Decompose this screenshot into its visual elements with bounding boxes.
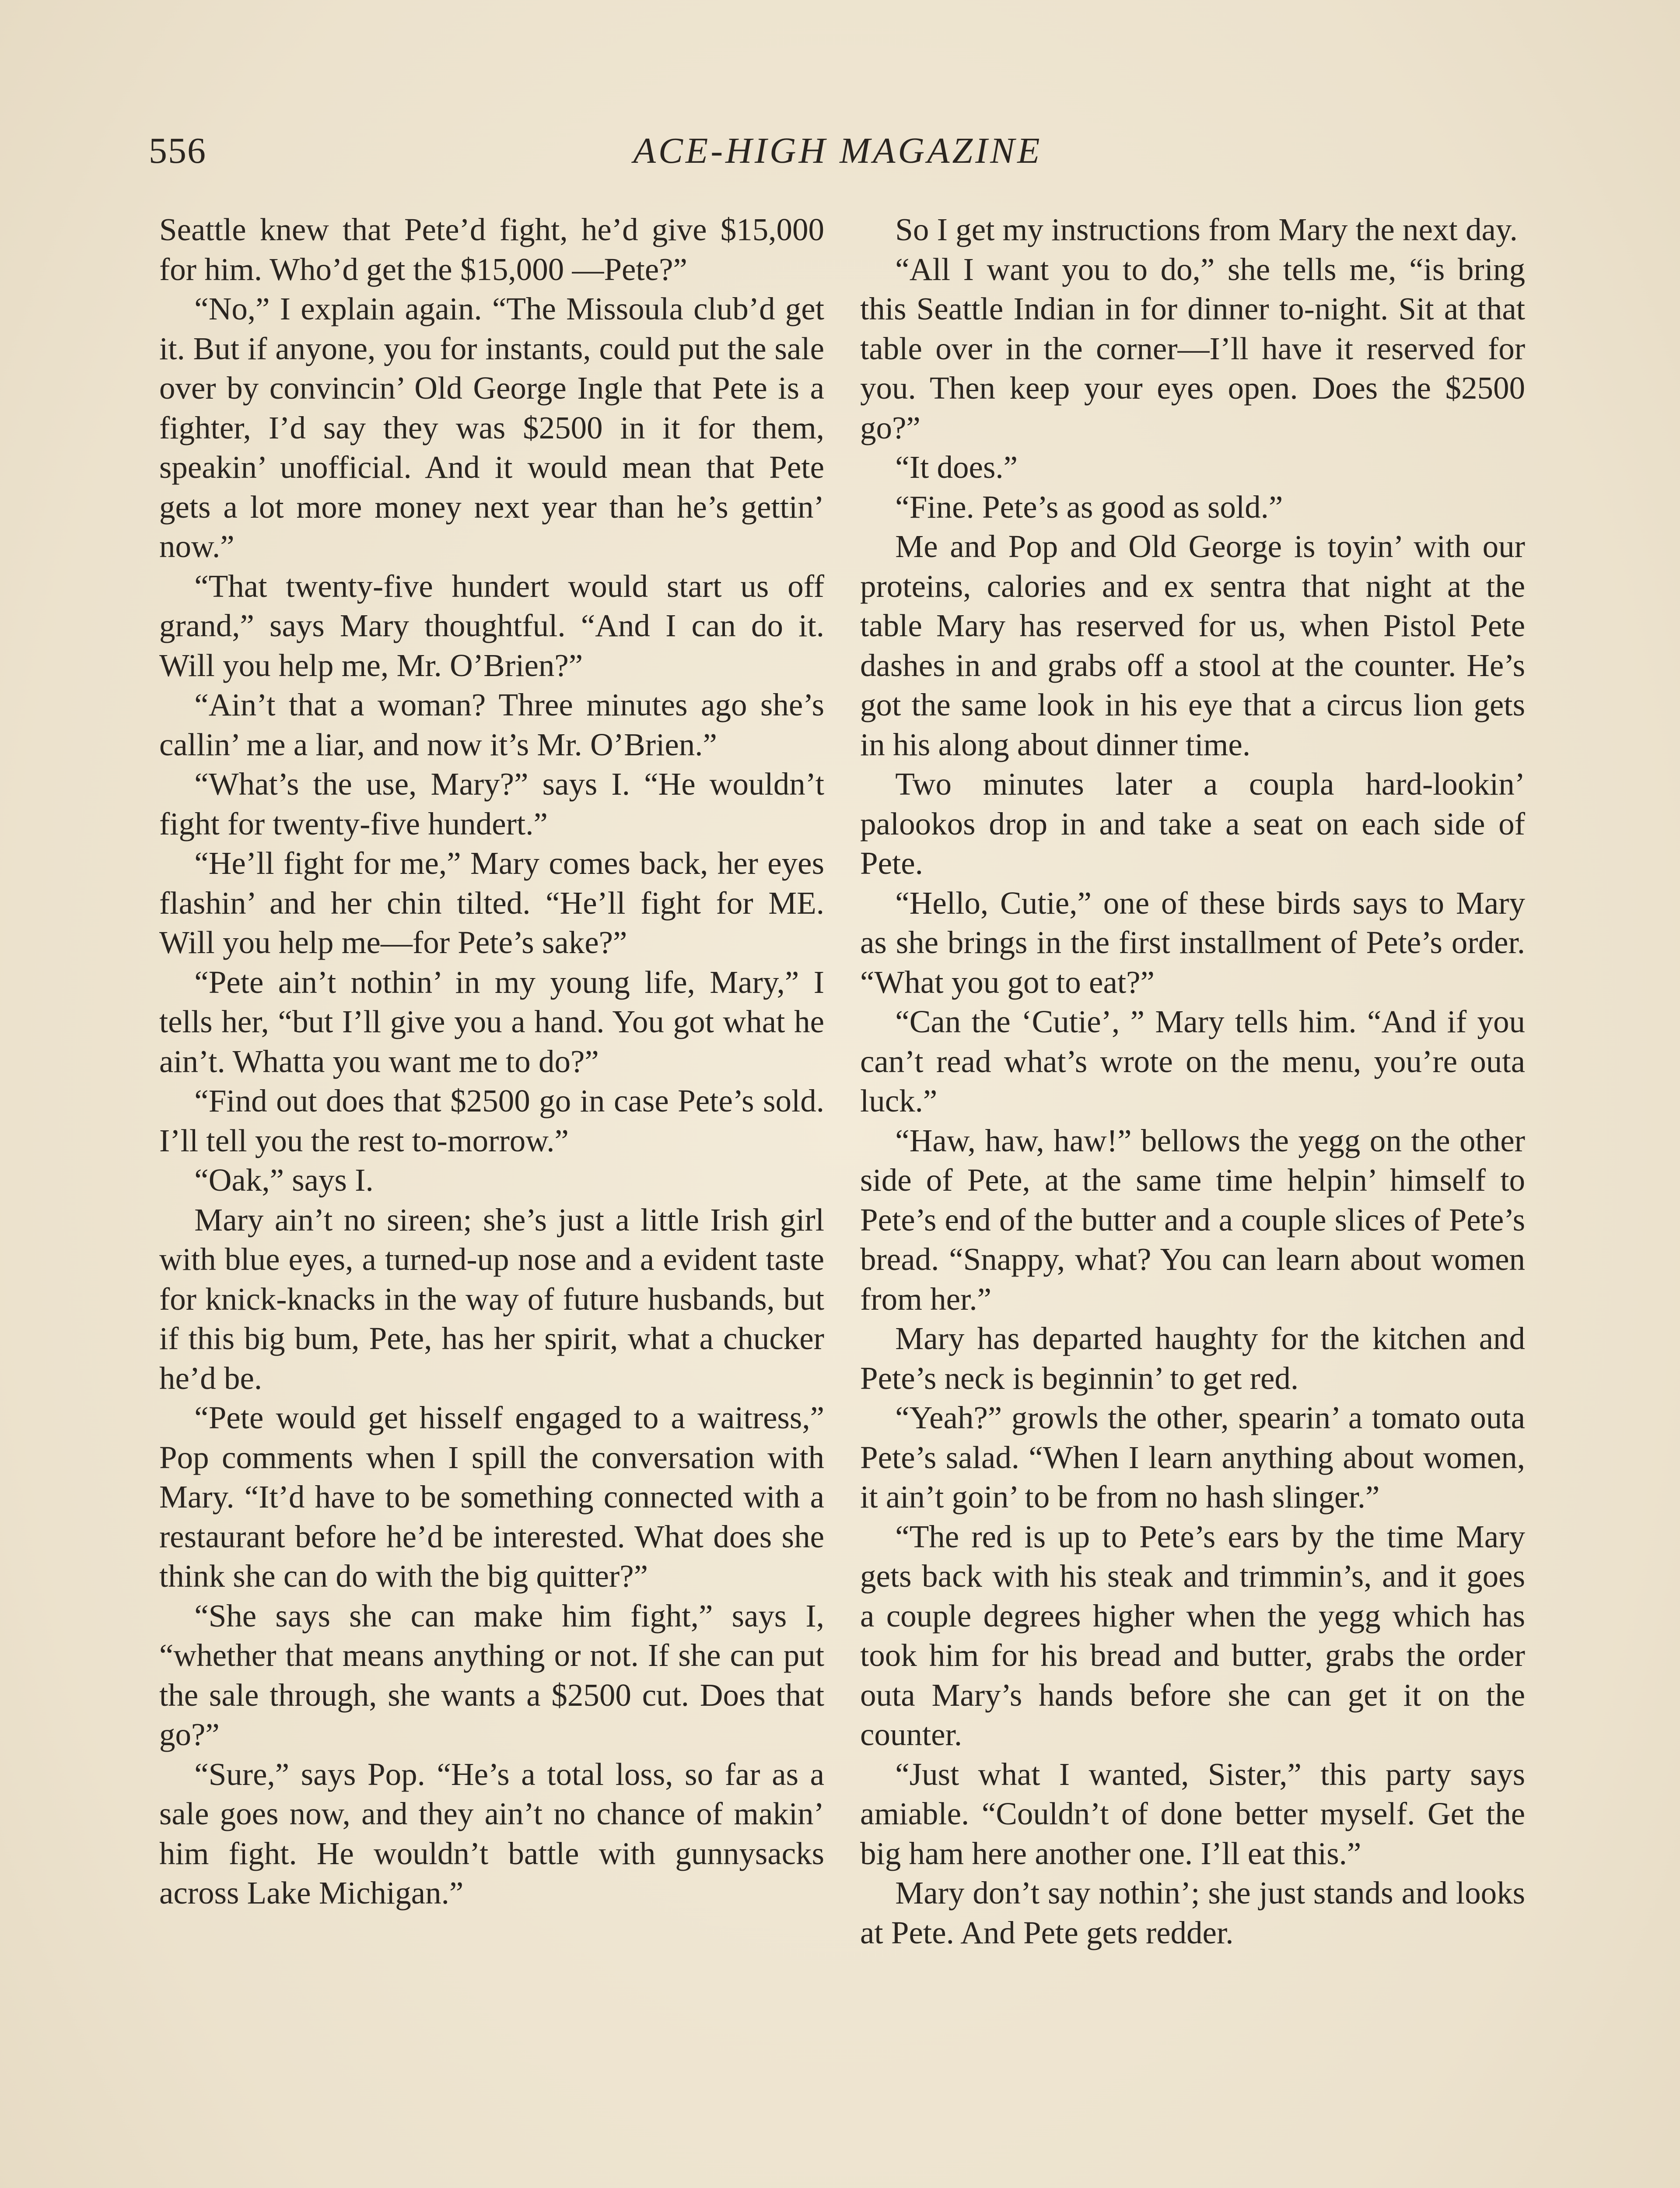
paragraph: “Haw, haw, haw!” bellows the yegg on the other side of Pete, at the same time helpin’ himself to Pete’s end of the butter and a couple slices of Pete’s bread. “Snappy, what? You can learn about women from her.” [860,1122,1525,1317]
paragraph: “What’s the use, Mary?” says I. “He wouldn’t fight for twenty-five hundert.” [159,766,824,842]
paragraph: Two minutes later a coupla hard-lookin’ palookos drop in and take a seat on each side of Pete. [860,766,1525,881]
paragraph: Mary ain’t no sireen; she’s just a little Irish girl with blue eyes, a turned-up nose and a evident taste for knick-knacks in the way of future husbands, but if this big bum, Pete, has her spirit, what a chucker he’d be. [159,1202,824,1396]
paragraph: “Pete would get hisself engaged to a waitress,” Pop comments when I spill the conversation with Mary. “It’d have to be something connected with a restaurant before he’d be interested. What does she think she can do with the big quitter?” [159,1400,824,1594]
paragraph: “Pete ain’t nothin’ in my young life, Mary,” I tells her, “but I’ll give you a hand. You got what he ain’t. Whatta you want me to do?” [159,964,824,1079]
paragraph: “The red is up to Pete’s ears by the time Mary gets back with his steak and trimmin’s, and it goes a couple degrees higher when the yegg which has took him for his bread and butter, grabs the order outa Mary’s hands before she can get it on the counter. [860,1518,1525,1752]
paragraph: Mary has departed haughty for the kitchen and Pete’s neck is beginnin’ to get red. [860,1321,1525,1396]
paragraph: “That twenty-five hundert would start us off grand,” says Mary thoughtful. “And I can do it. Will you help me, Mr. O’Brien?” [159,568,824,683]
paragraph: So I get my instructions from Mary the next day. [895,212,1518,247]
paragraph: “She says she can make him fight,” says I, “whether that means anything or not. If she can put the sale through, she wants a $2500 cut. Does that go?” [159,1598,824,1752]
paragraph: “Fine. Pete’s as good as sold.” [895,489,1283,525]
page-header [149,127,1527,175]
paragraph: “Just what I wanted, Sister,” this party says amiable. “Couldn’t of done better myself. Get the big ham here another one. I’ll eat this.” [860,1756,1525,1871]
paragraph: “Oak,” says I. [194,1162,374,1198]
paragraph: “Sure,” says Pop. “He’s a total loss, so far as a sale goes now, and they ain’t no chance of makin’ him fight. He wouldn’t battle with gunnysacks across Lake Michigan.” [159,1756,824,1911]
left-column [159,210,824,1913]
running-head: ACE-HIGH MAGAZINE [633,130,1043,171]
paragraph: “Yeah?” growls the other, spearin’ a tomato outa Pete’s salad. “When I learn anything about women, it ain’t goin’ to be from no hash slinger.” [860,1400,1525,1515]
paragraph: “Hello, Cutie,” one of these birds says to Mary as she brings in the first installment of Pete’s order. “What you got to eat?” [860,885,1525,1000]
paragraph: Seattle knew that Pete’d fight, he’d give $15,000 for him. Who’d get the $15,000 —Pete?” [159,212,824,287]
paragraph: “He’ll fight for me,” Mary comes back, her eyes flashin’ and her chin tilted. “He’ll fight for ME. Will you help me—for Pete’s sake?” [159,845,824,960]
paragraph: “Can the ‘Cutie’, ” Mary tells him. “And if you can’t read what’s wrote on the menu, you’re outa luck.” [860,1004,1525,1119]
paragraph: “It does.” [895,449,1018,485]
paragraph: “All I want you to do,” she tells me, “is bring this Seattle Indian in for dinner to-night. Sit at that table over in the corner—I’ll have it reserved for you. Then keep your eyes open. Does the $2500 go?” [860,251,1525,445]
paragraph: Me and Pop and Old George is toyin’ with our proteins, calories and ex sentra that night at the table Mary has reserved for us, when Pistol Pete dashes in and grabs off a stool at the counter. He’s got the same look in his eye that a circus lion gets in his along about dinner time. [860,529,1525,762]
paragraph: “Ain’t that a woman? Three minutes ago she’s callin’ me a liar, and now it’s Mr. O’Brien.” [159,687,824,762]
right-column [860,210,1525,1953]
page-number: 556 [149,130,206,171]
paragraph: “No,” I explain again. “The Missoula club’d get it. But if anyone, you for instants, could put the sale over by convincin’ Old George Ingle that Pete is a fighter, I’d say they was $2500 in it for them, speakin’ unofficial. And it would mean that Pete gets a lot more money next year than he’s gettin’ now.” [159,291,824,564]
paragraph: “Find out does that $2500 go in case Pete’s sold. I’ll tell you the rest to-morrow.” [159,1083,824,1158]
paragraph: Mary don’t say nothin’; she just stands and looks at Pete. And Pete gets redder. [860,1875,1525,1950]
